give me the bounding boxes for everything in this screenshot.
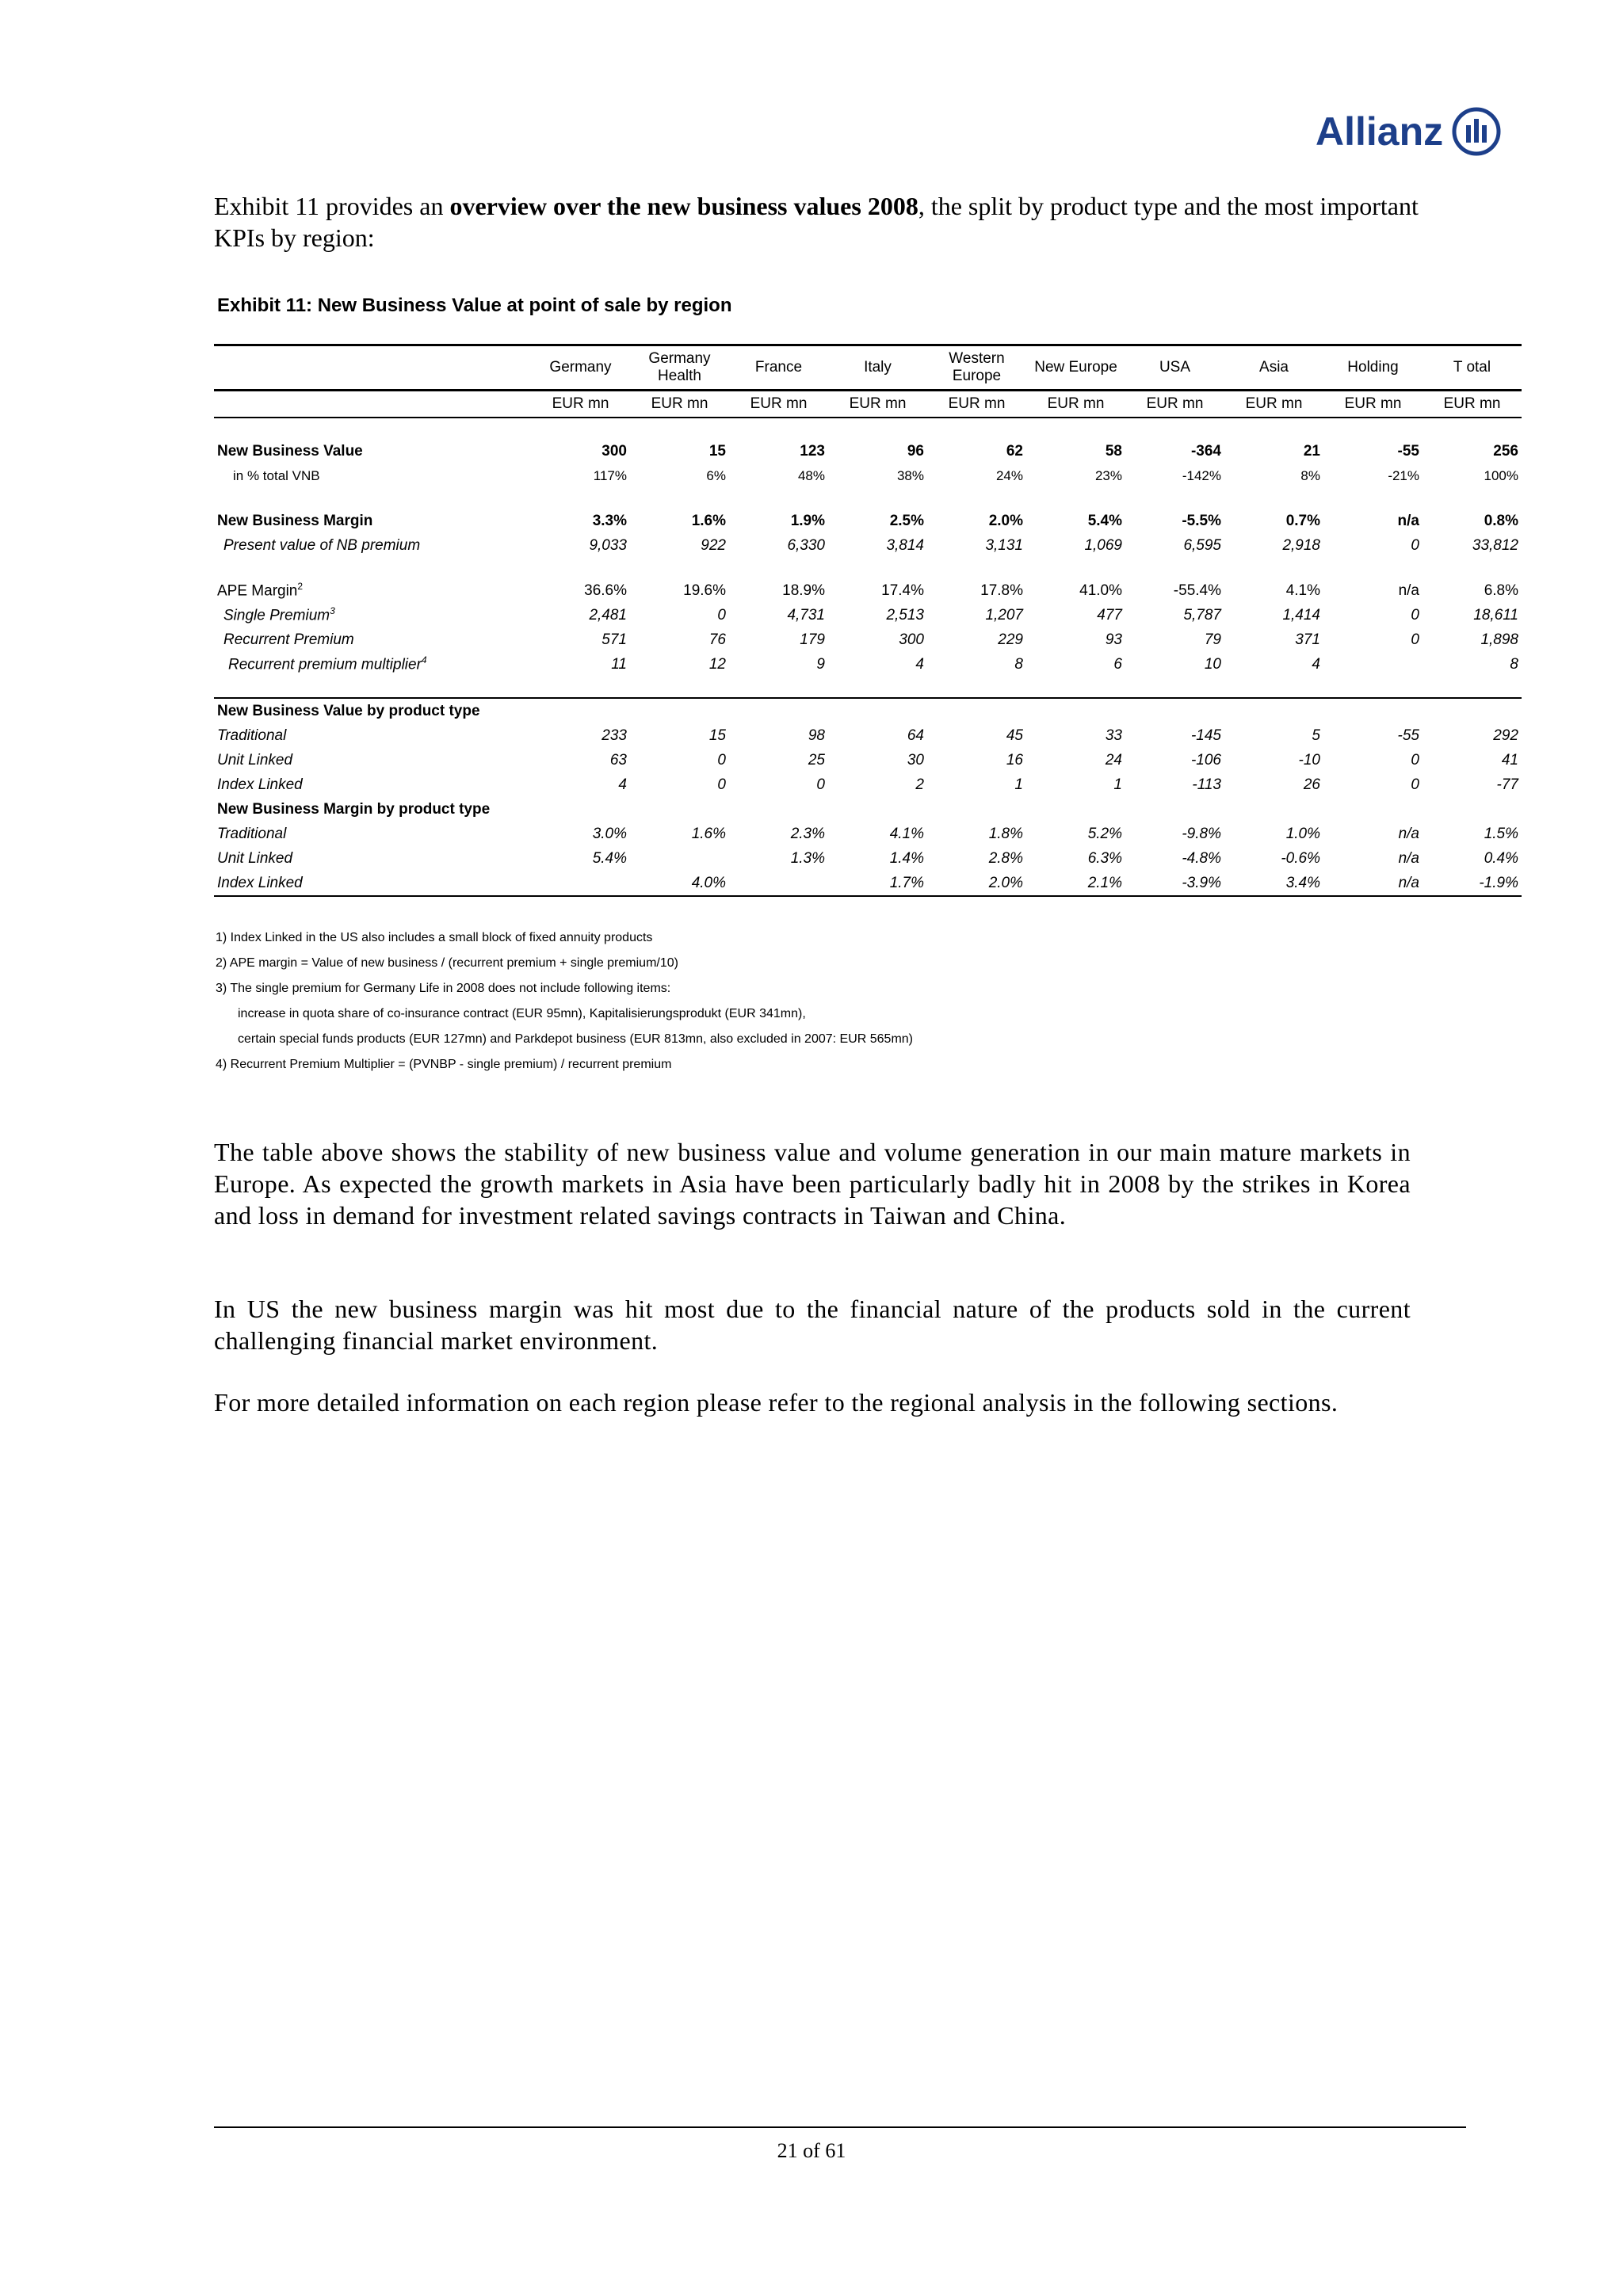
value-cell: 25 (808, 751, 825, 769)
row-new-business-value (214, 439, 1522, 463)
value-cell: 300 (899, 631, 924, 648)
value-cell: -21% (1388, 467, 1419, 483)
row-pv-nb-premium (214, 533, 1522, 558)
value-cell: 0 (1411, 606, 1419, 624)
row-single-premium (214, 603, 1522, 627)
section-heading: New Business Value by product type (214, 698, 1522, 723)
value-cell: -9.8% (1182, 825, 1221, 842)
row-label: Index Linked (214, 871, 531, 896)
value-cell: 10 (1204, 655, 1221, 673)
value-cell: 1 (1113, 776, 1122, 793)
row-nbm-index-linked (214, 871, 1522, 896)
value-cell: 0 (717, 751, 726, 769)
value-cell: 5.4% (1087, 512, 1122, 529)
header-cell: Germany Health (630, 345, 729, 391)
unit-cell: EUR mn (1125, 391, 1224, 418)
value-cell: 2 (915, 776, 924, 793)
value-cell: -364 (1190, 442, 1221, 460)
value-cell: 1.9% (790, 512, 825, 529)
value-cell: 15 (708, 727, 726, 744)
value-cell: 233 (601, 727, 627, 744)
value-cell: 24% (995, 467, 1023, 483)
paragraph-us-margin: In US the new business margin was hit most due to the financial nature of the products sold in the current challenging financial market environment. (214, 1295, 1411, 1355)
value-cell: 1,898 (1480, 631, 1518, 648)
value-cell: 0 (816, 776, 825, 793)
footnotes (216, 925, 913, 1077)
value-cell: 17.4% (881, 582, 924, 599)
footnote-1: 1) Index Linked in the US also includes a small block of fixed annuity products (216, 931, 653, 944)
value-cell: 26 (1303, 776, 1320, 793)
row-nbv-unit-linked (214, 748, 1522, 772)
value-cell: n/a (1398, 825, 1419, 842)
value-cell: 2,918 (1282, 536, 1320, 554)
row-pct-total-vnb (214, 463, 1522, 488)
value-cell: 33,812 (1472, 536, 1518, 554)
value-cell: 0 (717, 606, 726, 624)
value-cell: -3.9% (1125, 871, 1224, 896)
footnote-3: 3) The single premium for Germany Life in 2008 does not include following items: (216, 982, 671, 995)
footnote-marker: 4 (421, 654, 427, 666)
value-cell: 1 (1014, 776, 1023, 793)
row-label: Unit Linked (217, 849, 293, 867)
value-cell: 6,330 (787, 536, 825, 554)
header-cell: Italy (828, 345, 927, 391)
unit-cell: EUR mn (531, 391, 630, 418)
row-label: New Business Margin (217, 512, 373, 529)
value-cell: 4,731 (787, 606, 825, 624)
value-cell: 292 (1493, 727, 1518, 744)
intro-text-end: , the split by product type and the most important KPIs by region: (214, 192, 1419, 252)
value-cell: 0.8% (1484, 512, 1518, 529)
value-cell: 16 (1006, 751, 1023, 769)
value-cell: 76 (708, 631, 726, 648)
nbv-table (214, 344, 1522, 897)
value-cell: 15 (708, 442, 726, 460)
logo-text: Allianz (1316, 109, 1444, 154)
value-cell: -145 (1190, 727, 1221, 744)
section-heading: New Business Margin by product type (217, 800, 491, 818)
value-cell: 18.9% (782, 582, 825, 599)
value-cell: 1.6% (691, 512, 726, 529)
value-cell (630, 846, 729, 871)
value-cell: 571 (601, 631, 627, 648)
value-cell: 4 (915, 655, 924, 673)
value-cell: 117% (593, 467, 627, 483)
value-cell: 1.6% (691, 825, 726, 842)
unit-cell: EUR mn (1323, 391, 1423, 418)
value-cell: 3.3% (592, 512, 627, 529)
value-cell: 6 (1113, 655, 1122, 673)
value-cell: 6.8% (1484, 582, 1518, 599)
value-cell: -4.8% (1182, 849, 1221, 867)
row-new-business-margin (214, 509, 1522, 533)
value-cell: 6,595 (1183, 536, 1221, 554)
row-nbv-index-linked (214, 772, 1522, 797)
row-nbm-unit-linked (214, 846, 1522, 871)
value-cell: 5,787 (1183, 606, 1221, 624)
spacer (214, 488, 1522, 509)
value-cell: 24 (1105, 751, 1122, 769)
header-cell: Holding (1323, 345, 1423, 391)
value-cell: 4.0% (630, 871, 729, 896)
unit-cell: EUR mn (927, 391, 1026, 418)
row-recurrent-multiplier (214, 652, 1522, 677)
value-cell: 1.7% (828, 871, 927, 896)
row-label: in % total VNB (233, 467, 320, 483)
value-cell: 0 (1411, 631, 1419, 648)
value-cell: 3,131 (985, 536, 1023, 554)
row-label: Recurrent premium multiplier$^4$ (228, 654, 427, 673)
value-cell: 1.3% (790, 849, 825, 867)
paragraph-stability: The table above shows the stability of new business value and volume generation in our main mature markets in Europe. As expected the growth markets in Asia have been particularly badly hit in 2008 by the strikes in Korea and loss in demand for investment related savings contracts in Taiwan and China. (214, 1138, 1411, 1230)
value-cell: 9 (816, 655, 825, 673)
value-cell: 1.4% (889, 849, 924, 867)
footer-divider (214, 2126, 1466, 2128)
value-cell: 6% (706, 467, 726, 483)
row-nbv-by-type-heading (214, 698, 1522, 723)
value-cell (1323, 652, 1423, 677)
unit-cell: EUR mn (1026, 391, 1125, 418)
value-cell: -106 (1190, 751, 1221, 769)
value-cell: -77 (1496, 776, 1518, 793)
page-number: 21 of 61 (777, 2139, 846, 2162)
value-cell-empty (531, 871, 630, 896)
row-label: Unit Linked (217, 751, 293, 769)
allianz-logo (1316, 106, 1502, 157)
intro-bold: overview over the new business values 2008 (449, 192, 918, 220)
value-cell: 1.0% (1285, 825, 1320, 842)
value-cell: 8% (1300, 467, 1320, 483)
value-cell: -1.9% (1423, 871, 1522, 896)
value-cell: 2.0% (988, 512, 1023, 529)
value-cell: 4.1% (1285, 582, 1320, 599)
value-cell: 41 (1501, 751, 1518, 769)
value-cell: 0 (1411, 776, 1419, 793)
header-cell: T otal (1423, 345, 1522, 391)
value-cell (729, 871, 828, 896)
unit-cell: EUR mn (1423, 391, 1522, 418)
value-cell: -55 (1397, 727, 1419, 744)
value-cell: 41.0% (1079, 582, 1122, 599)
footnote-3b: certain special funds products (EUR 127mn) and Parkdepot business (EUR 813mn, also excluded in 2007: EUR 565mn) (238, 1032, 913, 1046)
footnote-4: 4) Recurrent Premium Multiplier = (PVNBP - single premium) / recurrent premium (216, 1058, 672, 1071)
header-cell: France (729, 345, 828, 391)
value-cell: 11 (611, 655, 627, 673)
row-label: Traditional (217, 727, 287, 744)
unit-cell: EUR mn (828, 391, 927, 418)
value-cell: 2.5% (889, 512, 924, 529)
value-cell: -142% (1182, 467, 1221, 483)
value-cell: 63 (609, 751, 627, 769)
value-cell: 2.8% (988, 849, 1023, 867)
value-cell: 19.6% (683, 582, 726, 599)
value-cell: 179 (800, 631, 825, 648)
value-cell: 2.1% (1026, 871, 1125, 896)
value-cell: 38% (896, 467, 924, 483)
value-cell: 17.8% (980, 582, 1023, 599)
value-cell: 5.4% (592, 849, 627, 867)
footnote-3a: increase in quota share of co-insurance contract (EUR 95mn), Kapitalisierungsprodukt (EUR 341mn), (238, 1007, 806, 1020)
unit-cell: EUR mn (630, 391, 729, 418)
value-cell: n/a (1323, 871, 1423, 896)
value-cell: 1.5% (1484, 825, 1518, 842)
value-cell: 79 (1204, 631, 1221, 648)
value-cell: 3.4% (1224, 871, 1323, 896)
value-cell: 62 (1006, 442, 1023, 460)
value-cell: 36.6% (584, 582, 627, 599)
value-cell: 45 (1006, 727, 1023, 744)
value-cell: 2.0% (927, 871, 1026, 896)
value-cell: 2,513 (886, 606, 924, 624)
value-cell: -5.5% (1182, 512, 1221, 529)
row-label: Index Linked (217, 776, 303, 793)
value-cell: 100% (1484, 467, 1518, 483)
value-cell: -0.6% (1281, 849, 1320, 867)
table-units-row (214, 391, 1522, 418)
value-cell: 5 (1312, 727, 1320, 744)
value-cell: 3,814 (886, 536, 924, 554)
value-cell: 12 (708, 655, 726, 673)
value-cell: n/a (1397, 512, 1419, 529)
value-cell: 6.3% (1087, 849, 1122, 867)
row-label: APE Margin$^2$ (217, 581, 304, 600)
row-label: New Business Value (217, 442, 363, 460)
value-cell: 0.7% (1285, 512, 1320, 529)
value-cell: 922 (701, 536, 726, 554)
value-cell: 4 (1312, 655, 1320, 673)
row-recurrent-premium (214, 627, 1522, 652)
value-cell: 300 (601, 442, 627, 460)
value-cell: 33 (1105, 727, 1122, 744)
header-cell: Asia (1224, 345, 1323, 391)
value-cell: 98 (808, 727, 825, 744)
value-cell: n/a (1398, 849, 1419, 867)
intro-paragraph (214, 190, 1419, 254)
value-cell: 64 (907, 727, 924, 744)
value-cell: 1.8% (988, 825, 1023, 842)
value-cell: -10 (1298, 751, 1320, 769)
value-cell: 0 (1411, 536, 1419, 554)
intro-text-start: Exhibit 11 provides an (214, 192, 450, 220)
value-cell: -55 (1397, 442, 1419, 460)
units-blank (214, 391, 531, 418)
value-cell: 0 (717, 776, 726, 793)
unit-cell: EUR mn (1224, 391, 1323, 418)
value-cell: 9,033 (589, 536, 627, 554)
value-cell: -113 (1192, 776, 1221, 793)
value-cell: 0.4% (1484, 849, 1518, 867)
value-cell: 58 (1105, 442, 1122, 460)
value-cell: 2,481 (589, 606, 627, 624)
value-cell: 18,611 (1473, 606, 1518, 624)
spacer (214, 677, 1522, 698)
spacer (214, 418, 1522, 439)
row-label: Recurrent Premium (223, 631, 354, 648)
row-label: Present value of NB premium (223, 536, 421, 554)
exhibit-title: Exhibit 11: New Business Value at point of sale by region (217, 295, 732, 316)
table-header-row (214, 345, 1522, 391)
spacer (214, 558, 1522, 578)
value-cell: 123 (800, 442, 825, 460)
value-cell: 21 (1303, 442, 1320, 460)
paragraph-more-info: For more detailed information on each region please refer to the regional analysis in the following sections. (214, 1388, 1338, 1417)
row-label: Traditional (217, 825, 287, 842)
value-cell: 371 (1295, 631, 1320, 648)
header-cell: Germany (531, 345, 630, 391)
row-nbm-traditional (214, 822, 1522, 846)
value-cell: 0 (1411, 751, 1419, 769)
value-cell: 48% (797, 467, 825, 483)
value-cell: 4.1% (889, 825, 924, 842)
value-cell: 477 (1097, 606, 1122, 624)
value-cell: 23% (1094, 467, 1122, 483)
value-cell: 5.2% (1087, 825, 1122, 842)
value-cell: 96 (907, 442, 924, 460)
value-cell: 2.3% (790, 825, 825, 842)
row-nbv-traditional (214, 723, 1522, 748)
unit-cell: EUR mn (729, 391, 828, 418)
value-cell: 1,069 (1084, 536, 1122, 554)
value-cell: 8 (1014, 655, 1023, 673)
footnote-marker: 3 (330, 605, 335, 617)
header-cell: Western Europe (927, 345, 1026, 391)
value-cell: 8 (1510, 655, 1518, 673)
header-blank (214, 345, 531, 391)
value-cell: -55.4% (1173, 582, 1221, 599)
row-nbm-by-type-heading (214, 797, 1522, 822)
value-cell: 1,207 (985, 606, 1023, 624)
row-label: Single Premium$^3$ (223, 605, 335, 624)
value-cell: 256 (1493, 442, 1518, 460)
value-cell: 30 (907, 751, 924, 769)
value-cell: 1,414 (1282, 606, 1320, 624)
row-ape-margin (214, 578, 1522, 603)
header-cell: USA (1125, 345, 1224, 391)
allianz-eagle-icon (1451, 106, 1502, 157)
value-cell: 3.0% (592, 825, 627, 842)
value-cell: 229 (998, 631, 1023, 648)
header-cell: New Europe (1026, 345, 1125, 391)
value-cell: 4 (618, 776, 627, 793)
value-cell: 93 (1105, 631, 1122, 648)
footnote-2: 2) APE margin = Value of new business / (recurrent premium + single premium/10) (216, 956, 678, 970)
footnote-marker: 2 (297, 581, 304, 593)
value-cell: n/a (1398, 582, 1419, 599)
